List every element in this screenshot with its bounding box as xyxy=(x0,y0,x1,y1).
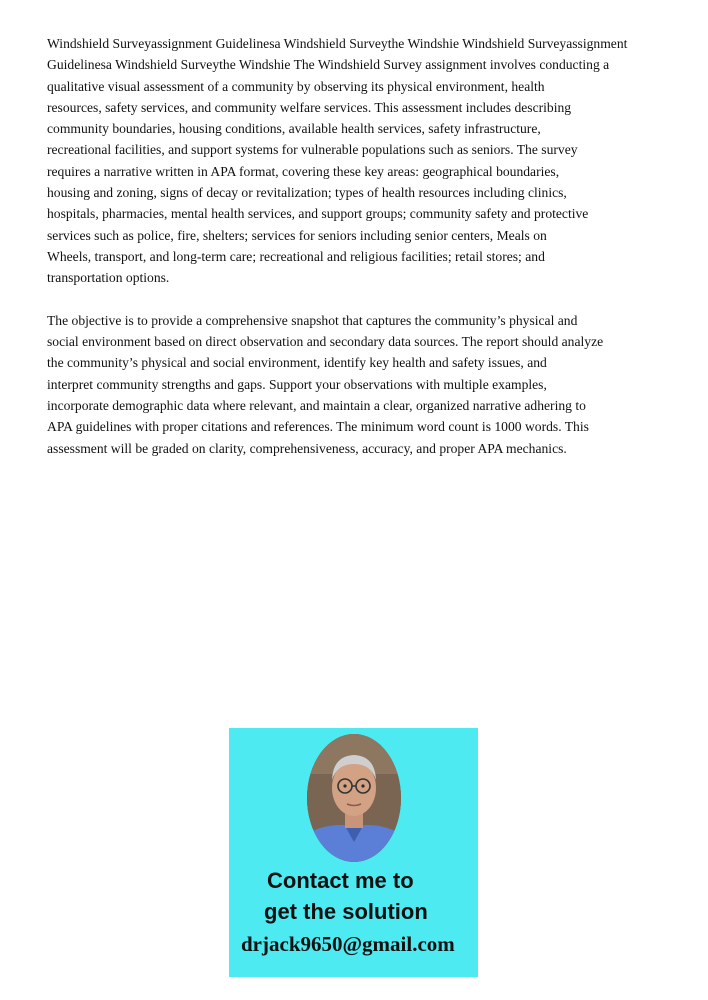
text-line: services such as police, fire, shelters; services for seniors including senior centers, Meals on xyxy=(47,227,547,243)
text-line: APA guidelines with proper citations and references. The minimum word count is 1000 words. This xyxy=(47,419,589,435)
text-line: qualitative visual assessment of a community by observing its physical environment, health xyxy=(47,78,545,94)
text-line: recreational facilities, and support systems for vulnerable populations such as seniors. The survey xyxy=(47,142,578,158)
paragraph-2 xyxy=(47,310,667,459)
text-line: housing and zoning, signs of decay or revitalization; types of health resources including clinics, xyxy=(47,185,567,201)
text-line: The objective is to provide a comprehensive snapshot that captures the community’s physical and xyxy=(47,312,578,328)
person-portrait-icon xyxy=(307,734,401,862)
text-line: community boundaries, housing conditions, available health services, safety infrastructure, xyxy=(47,121,541,137)
text-line: transportation options. xyxy=(47,270,170,286)
paragraph-1 xyxy=(47,33,667,289)
text-line: Windshield Surveyassignment Guidelinesa Windshield Surveythe Windshie Windshield Surveyassignment xyxy=(47,36,628,51)
text-line: incorporate demographic data where relevant, and maintain a clear, organized narrative adhering to xyxy=(47,398,586,414)
text-line: hospitals, pharmacies, mental health services, and support groups; community safety and protective xyxy=(47,206,589,222)
document-body xyxy=(47,33,667,459)
text-line: Wheels, transport, and long-term care; recreational and religious facilities; retail stores; and xyxy=(47,248,545,264)
contact-promo-banner[interactable] xyxy=(229,728,478,977)
text-line: resources, safety services, and community welfare services. This assessment includes describing xyxy=(47,99,572,115)
text-line: social environment based on direct observation and secondary data sources. The report should analyze xyxy=(47,334,604,350)
text-line: interpret community strengths and gaps. Support your observations with multiple examples, xyxy=(47,376,547,392)
contact-email[interactable]: drjack9650@gmail.com xyxy=(241,932,455,956)
contact-heading-line-2: get the solution xyxy=(264,899,428,924)
text-line: Guidelinesa Windshield Surveythe Windshie The Windshield Survey assignment involves conducting a xyxy=(47,57,610,73)
text-line: requires a narrative written in APA format, covering these key areas: geographical boundaries, xyxy=(47,163,560,179)
text-line: assessment will be graded on clarity, comprehensiveness, accuracy, and proper APA mechanics. xyxy=(47,440,567,456)
text-line: the community’s physical and social environment, identify key health and safety issues, and xyxy=(47,355,547,371)
contact-heading-line-1: Contact me to xyxy=(267,868,414,893)
paragraph-spacer xyxy=(47,289,667,310)
